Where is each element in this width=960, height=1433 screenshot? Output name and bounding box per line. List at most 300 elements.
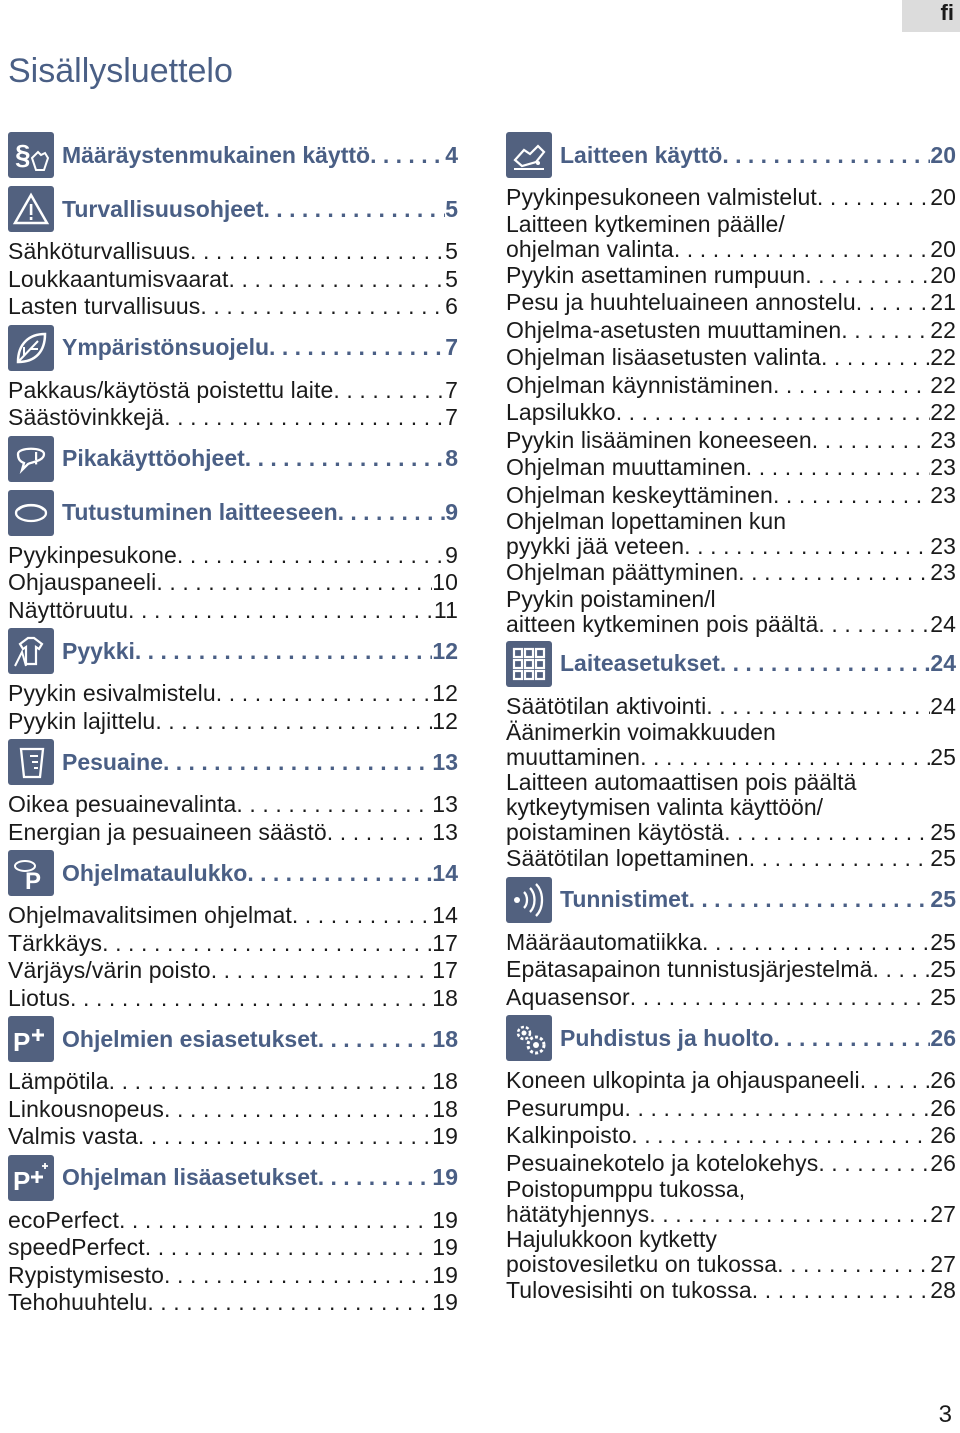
section-title-label: Määräystenmukainen käyttö xyxy=(62,141,371,168)
toc-entry[interactable] xyxy=(8,404,458,432)
toc-entry-label: Ohjelman keskeyttäminen xyxy=(506,481,773,508)
toc-entry-page: 22 xyxy=(930,371,956,398)
toc-entry-line: Äänimerkin voimakkuuden xyxy=(506,719,776,745)
dot-leader xyxy=(128,597,434,625)
section-page: 8 xyxy=(445,445,458,471)
section-title xyxy=(62,1026,458,1053)
toc-entry[interactable] xyxy=(8,1123,458,1151)
toc-entry[interactable] xyxy=(8,569,458,597)
svg-text:P: P xyxy=(13,1165,31,1196)
toc-entry[interactable] xyxy=(506,845,956,873)
section-page: 26 xyxy=(930,1024,956,1051)
toc-entry-multiline[interactable] xyxy=(506,212,956,262)
toc-entry-label: Pesuainekotelo ja kotelokehys xyxy=(506,1149,819,1176)
toc-entry-label: Pyykin esivalmistelu xyxy=(8,680,216,706)
machine-use-icon xyxy=(506,132,552,178)
dot-leader xyxy=(190,238,445,266)
dot-leader xyxy=(689,886,931,913)
page-title: Sisällysluettelo xyxy=(8,52,233,90)
dot-leader xyxy=(338,499,446,526)
section-title-label: Laiteasetukset xyxy=(560,650,720,676)
toc-entry-label: ohjelman valinta xyxy=(506,236,674,262)
toc-entry-label: Ohjelman käynnistäminen xyxy=(506,371,773,398)
toc-entry[interactable] xyxy=(8,957,458,985)
toc-entry[interactable] xyxy=(506,454,956,482)
section-page: 12 xyxy=(432,637,458,664)
toc-entry-label: Valmis vasta xyxy=(8,1123,138,1149)
toc-section-heading[interactable] xyxy=(506,875,956,925)
toc-entry-label: Loukkaantumisvaarat xyxy=(8,265,229,292)
dot-leader xyxy=(177,542,445,570)
dot-leader xyxy=(70,985,432,1013)
dot-leader xyxy=(318,1164,433,1191)
toc-section-heading[interactable] xyxy=(8,434,458,484)
dot-leader xyxy=(773,372,930,400)
warning-triangle-icon xyxy=(8,186,54,232)
leaf-icon xyxy=(8,325,54,371)
section-title-label: Pesuaine xyxy=(62,748,163,775)
dot-leader xyxy=(749,845,931,873)
quick-guide-icon xyxy=(8,436,54,482)
toc-entry-page: 20 xyxy=(930,236,956,262)
toc-entry[interactable] xyxy=(506,344,956,372)
dot-leader xyxy=(625,1095,931,1123)
section-title-label: Pikakäyttöohjeet xyxy=(62,445,245,471)
toc-entry-page: 27 xyxy=(930,1202,956,1227)
toc-entry[interactable] xyxy=(8,1207,458,1235)
toc-left-column xyxy=(8,128,458,1317)
toc-entry-page: 10 xyxy=(432,569,458,595)
toc-entry-label: Ohjelman muuttaminen xyxy=(506,454,746,480)
toc-entry-label: pyykki jää veteen xyxy=(506,534,685,559)
toc-entry-page: 17 xyxy=(432,929,458,956)
toc-entry-page: 23 xyxy=(930,534,956,559)
dot-leader xyxy=(109,1068,433,1096)
dot-leader xyxy=(616,399,931,427)
sensor-icon xyxy=(506,877,552,923)
dot-leader xyxy=(706,693,930,721)
toc-entry-multiline[interactable] xyxy=(506,509,956,559)
section-page: 20 xyxy=(930,141,956,168)
section-title-label: Tunnistimet xyxy=(560,886,689,912)
toc-entry-page: 25 xyxy=(930,745,956,770)
section-title-label: Laitteen käyttö xyxy=(560,141,723,168)
hand-rules-icon xyxy=(8,132,54,178)
toc-entry-label: ecoPerfect xyxy=(8,1206,119,1233)
toc-entry[interactable] xyxy=(8,377,458,405)
toc-entry-page: 23 xyxy=(930,454,956,480)
toc-entry-page: 22 xyxy=(930,344,956,370)
toc-entry[interactable] xyxy=(8,1234,458,1262)
section-title xyxy=(560,1025,956,1052)
toc-entry[interactable] xyxy=(506,427,956,455)
toc-entry-label: Värjäys/värin poisto xyxy=(8,957,211,983)
toc-entry[interactable] xyxy=(506,289,956,317)
toc-entry-page: 22 xyxy=(930,399,956,425)
dot-leader xyxy=(752,1277,930,1305)
section-page: 25 xyxy=(930,886,956,912)
toc-entry-page: 27 xyxy=(930,1252,956,1277)
toc-entry-page: 26 xyxy=(930,1122,956,1148)
dot-leader xyxy=(722,142,930,169)
toc-entry[interactable] xyxy=(8,597,458,625)
dot-leader xyxy=(229,266,446,294)
toc-entry[interactable] xyxy=(8,293,458,321)
toc-entry[interactable] xyxy=(506,929,956,957)
dot-leader xyxy=(860,1067,931,1095)
dot-leader xyxy=(805,262,930,290)
section-title xyxy=(62,638,458,665)
toc-entry-page: 25 xyxy=(930,820,956,845)
dot-leader xyxy=(135,638,433,665)
dot-leader xyxy=(640,745,930,770)
language-tab: fi xyxy=(902,0,960,32)
section-title-label: Ohjelmataulukko xyxy=(62,859,248,886)
dot-leader xyxy=(102,930,432,958)
dot-leader xyxy=(370,142,445,169)
toc-entry-page: 12 xyxy=(432,707,458,734)
toc-entry-page: 19 xyxy=(432,1234,458,1260)
toc-entry[interactable] xyxy=(506,1150,956,1178)
toc-entry[interactable] xyxy=(506,262,956,290)
toc-entry-page: 20 xyxy=(930,184,956,210)
toc-entry-multiline[interactable] xyxy=(506,720,956,770)
toc-entry-label: Pakkaus/käytöstä poistettu laite xyxy=(8,376,334,403)
dot-leader xyxy=(724,820,930,845)
toc-entry-page: 25 xyxy=(930,845,956,871)
toc-entry-page: 5 xyxy=(445,238,458,264)
toc-entry[interactable] xyxy=(506,1277,956,1305)
dot-leader xyxy=(777,1252,930,1277)
toc-entry-page: 25 xyxy=(930,956,956,982)
section-title xyxy=(62,196,458,223)
toc-entry-page: 6 xyxy=(445,293,458,319)
dot-leader xyxy=(817,184,930,212)
toc-entry-page: 28 xyxy=(930,1277,956,1303)
dot-leader xyxy=(155,708,432,736)
toc-entry-page: 18 xyxy=(432,1068,458,1094)
dot-leader xyxy=(702,929,930,957)
dot-leader xyxy=(720,650,931,677)
toc-entry-page: 26 xyxy=(930,1094,956,1121)
toc-entry-page: 18 xyxy=(432,984,458,1011)
toc-entry-page: 23 xyxy=(930,481,956,508)
toc-entry[interactable] xyxy=(8,1289,458,1317)
toc-entry-label: Koneen ulkopinta ja ohjauspaneeli xyxy=(506,1067,860,1093)
dot-leader xyxy=(318,1026,433,1053)
toc-entry-page: 25 xyxy=(930,928,956,955)
toc-entry-label: Määräautomatiikka xyxy=(506,928,703,955)
section-title xyxy=(62,860,458,887)
section-title-label: Ympäristönsuojelu xyxy=(62,334,270,360)
toc-entry-label: aitteen kytkeminen pois päältä xyxy=(506,611,819,637)
detergent-icon xyxy=(8,739,54,785)
toc-entry[interactable] xyxy=(506,372,956,400)
toc-section-heading[interactable] xyxy=(506,1013,956,1063)
toc-entry-page: 19 xyxy=(432,1261,458,1288)
toc-entry[interactable] xyxy=(506,1252,956,1277)
toc-entry-label: muuttaminen xyxy=(506,745,641,770)
toc-entry[interactable] xyxy=(506,1122,956,1150)
toc-entry-label: Linkousnopeus xyxy=(8,1095,165,1122)
section-title xyxy=(560,886,956,913)
toc-entry[interactable] xyxy=(8,1068,458,1096)
toc-entry[interactable] xyxy=(506,237,956,262)
toc-entry-page: 19 xyxy=(432,1206,458,1233)
toc-entry[interactable] xyxy=(506,482,956,510)
toc-entry[interactable] xyxy=(506,559,956,587)
toc-entry[interactable] xyxy=(506,745,956,770)
section-title xyxy=(62,142,458,169)
program-presets-icon xyxy=(8,1016,54,1062)
toc-section-heading[interactable] xyxy=(8,848,458,898)
section-title xyxy=(62,445,458,472)
toc-entry[interactable] xyxy=(506,693,956,721)
toc-entry-label: Sähköturvallisuus xyxy=(8,238,190,264)
toc-entry[interactable] xyxy=(8,902,458,930)
toc-entry-page: 17 xyxy=(432,957,458,983)
toc-entry-label: Lasten turvallisuus xyxy=(8,293,201,319)
toc-entry[interactable] xyxy=(8,1262,458,1290)
laundry-icon xyxy=(8,628,54,674)
toc-entry-page: 26 xyxy=(930,1067,956,1093)
toc-entry-label: Tulovesisihti on tukossa xyxy=(506,1277,752,1303)
toc-entry[interactable] xyxy=(506,534,956,559)
dot-leader xyxy=(145,1234,432,1262)
section-title-label: Tutustuminen laitteeseen xyxy=(62,499,338,525)
section-title-label: Puhdistus ja huolto xyxy=(560,1024,774,1051)
toc-entry[interactable] xyxy=(506,820,956,845)
toc-entry-label: Ohjelma-asetusten muuttaminen xyxy=(506,316,842,343)
toc-entry-label: Lapsilukko xyxy=(506,399,616,425)
toc-entry-page: 23 xyxy=(930,426,956,453)
toc-section-heading[interactable] xyxy=(8,323,458,373)
svg-text:P: P xyxy=(13,1027,31,1057)
dot-leader xyxy=(738,559,930,587)
toc-entry-label: Säätötilan aktivointi xyxy=(506,692,707,719)
toc-entry[interactable] xyxy=(506,956,956,984)
toc-entry-label: Lämpötila xyxy=(8,1068,109,1094)
section-page: 9 xyxy=(445,499,458,525)
section-title xyxy=(560,650,956,677)
settings-grid-icon xyxy=(506,641,552,687)
program-options-icon xyxy=(8,1155,54,1201)
toc-entry[interactable] xyxy=(8,542,458,570)
section-title xyxy=(62,1164,458,1191)
toc-entry-multiline[interactable] xyxy=(506,1227,956,1277)
section-page: 24 xyxy=(930,650,956,676)
toc-entry-page: 11 xyxy=(433,596,458,623)
section-title xyxy=(62,499,458,526)
dot-leader xyxy=(818,612,930,637)
svg-text:§: § xyxy=(15,139,31,170)
page-number: 3 xyxy=(938,1401,952,1428)
toc-entry-page: 24 xyxy=(930,611,956,637)
toc-entry-multiline[interactable] xyxy=(506,770,956,845)
toc-entry-page: 13 xyxy=(432,818,458,845)
toc-entry[interactable] xyxy=(506,317,956,345)
toc-entry-page: 19 xyxy=(432,1123,458,1149)
toc-entry-label: Pesu ja huuhteluaineen annostelu xyxy=(506,289,856,315)
toc-entry-label: Kalkinpoisto xyxy=(506,1122,632,1148)
section-page: 5 xyxy=(445,195,458,222)
section-page: 14 xyxy=(432,859,458,886)
dot-leader xyxy=(333,377,445,405)
toc-entry-label: Energian ja pesuaineen säästö xyxy=(8,818,327,845)
toc-section-heading[interactable] xyxy=(8,130,458,180)
dot-leader xyxy=(156,569,432,597)
toc-entry-page: 18 xyxy=(432,1095,458,1122)
svg-text:P: P xyxy=(25,868,42,892)
toc-entry[interactable] xyxy=(506,1202,956,1227)
toc-entry-label: poistaminen käytöstä xyxy=(506,820,725,845)
dot-leader xyxy=(821,344,930,372)
dot-leader xyxy=(216,680,432,708)
toc-entry-label: Rypistymisesto xyxy=(8,1261,165,1288)
toc-entry-label: Tehohuuhtelu xyxy=(8,1289,148,1315)
toc-entry-page: 7 xyxy=(445,376,458,403)
dot-leader xyxy=(773,482,930,510)
toc-entry-page: 26 xyxy=(930,1149,956,1176)
dot-leader xyxy=(138,1123,432,1151)
dot-leader xyxy=(841,317,930,345)
toc-entry-label: poistovesiletku on tukossa xyxy=(506,1252,778,1277)
toc-entry-multiline[interactable] xyxy=(506,1177,956,1227)
section-title-label: Pyykki xyxy=(62,637,135,664)
toc-entry-label: hätätyhjennys xyxy=(506,1202,650,1227)
dot-leader xyxy=(746,454,930,482)
toc-entry-label: Tärkkäys xyxy=(8,929,103,956)
dot-leader xyxy=(164,1096,432,1124)
toc-section-heading[interactable] xyxy=(8,626,458,676)
toc-entry[interactable] xyxy=(8,266,458,294)
toc-entry-multiline[interactable] xyxy=(506,587,956,637)
toc-entry-page: 13 xyxy=(432,791,458,817)
dot-leader xyxy=(773,1025,930,1052)
toc-entry[interactable] xyxy=(506,184,956,212)
toc-section-heading[interactable] xyxy=(506,130,956,180)
toc-entry-page: 19 xyxy=(432,1289,458,1315)
dot-leader xyxy=(247,860,432,887)
program-table-icon xyxy=(8,850,54,896)
toc-section-heading[interactable] xyxy=(506,639,956,689)
toc-section-heading[interactable] xyxy=(8,1014,458,1064)
toc-entry[interactable] xyxy=(8,680,458,708)
toc-entry-page: 9 xyxy=(445,541,458,568)
toc-section-heading[interactable] xyxy=(8,1153,458,1203)
toc-entry-label: Ohjelman päättyminen xyxy=(506,559,739,585)
dot-leader xyxy=(211,957,433,985)
toc-entry-label: Pyykinpesukoneen valmistelut xyxy=(506,184,817,210)
toc-entry-label: Pyykin lisääminen koneeseen xyxy=(506,426,812,453)
toc-entry[interactable] xyxy=(506,612,956,637)
dot-leader xyxy=(812,427,930,455)
toc-entry-label: Säätötilan lopettaminen xyxy=(506,845,749,871)
section-title-label: Ohjelman lisäasetukset xyxy=(62,1164,318,1190)
toc-entry-label: Näyttöruutu xyxy=(8,596,128,623)
dot-leader xyxy=(649,1202,930,1227)
toc-entry-line: kytkeytymisen valinta käyttöön/ xyxy=(506,794,824,820)
dot-leader xyxy=(674,237,930,262)
toc-entry-label: Pyykin asettaminen rumpuun xyxy=(506,261,806,288)
toc-entry-label: Pyykin lajittelu xyxy=(8,707,156,734)
toc-entry-line: Poistopumppu tukossa, xyxy=(506,1176,746,1202)
toc-entry-label: Pyykinpesukone xyxy=(8,541,177,568)
section-page: 13 xyxy=(432,748,458,775)
toc-entry[interactable] xyxy=(8,1096,458,1124)
dot-leader xyxy=(630,984,930,1012)
section-page: 19 xyxy=(432,1164,458,1190)
gears-icon xyxy=(506,1015,552,1061)
toc-entry-label: Ohjauspaneeli xyxy=(8,569,157,595)
toc-entry-page: 12 xyxy=(432,680,458,706)
dot-leader xyxy=(327,819,432,847)
toc-entry-line: Hajulukkoon kytketty xyxy=(506,1226,717,1252)
toc-entry-label: Pesurumpu xyxy=(506,1094,625,1121)
section-page: 4 xyxy=(445,141,458,168)
toc-entry-label: Aquasensor xyxy=(506,983,630,1010)
dot-leader xyxy=(164,404,445,432)
dot-leader xyxy=(147,1289,432,1317)
toc-entry-label: Liotus xyxy=(8,984,70,1011)
section-title xyxy=(62,334,458,361)
dot-leader xyxy=(264,196,446,223)
toc-entry-page: 23 xyxy=(930,559,956,585)
toc-entry-label: Oikea pesuainevalinta xyxy=(8,791,237,817)
toc-right-column xyxy=(506,128,956,1305)
toc-entry[interactable] xyxy=(8,238,458,266)
section-title xyxy=(62,749,458,776)
toc-entry-line: Pyykin poistaminen/l xyxy=(506,585,716,612)
toc-entry[interactable] xyxy=(8,819,458,847)
toc-section-heading[interactable] xyxy=(8,184,458,234)
section-title-label: Ohjelmien esiasetukset xyxy=(62,1025,318,1052)
section-page: 18 xyxy=(432,1025,458,1052)
toc-entry-label: Säästövinkkejä xyxy=(8,404,165,430)
toc-section-heading[interactable] xyxy=(8,737,458,787)
eye-icon xyxy=(8,490,54,536)
dot-leader xyxy=(200,293,445,321)
section-title xyxy=(560,142,956,169)
toc-entry-page: 24 xyxy=(930,692,956,719)
toc-entry[interactable] xyxy=(8,708,458,736)
dot-leader xyxy=(245,445,445,472)
toc-entry-line: Laitteen automaattisen pois päältä xyxy=(506,769,857,795)
toc-section-heading[interactable] xyxy=(8,488,458,538)
toc-entry-label: Epätasapainon tunnistusjärjestelmä xyxy=(506,956,873,982)
toc-entry-page: 21 xyxy=(930,289,956,315)
toc-entry-label: Ohjelman lisäasetusten valinta xyxy=(506,344,821,370)
dot-leader xyxy=(292,902,432,930)
dot-leader xyxy=(269,334,445,361)
toc-entry-page: 22 xyxy=(930,316,956,343)
dot-leader xyxy=(684,534,930,559)
dot-leader xyxy=(631,1122,930,1150)
toc-entry[interactable] xyxy=(506,1095,956,1123)
toc-entry[interactable] xyxy=(506,1067,956,1095)
dot-leader xyxy=(163,749,432,776)
toc-entry[interactable] xyxy=(8,985,458,1013)
dot-leader xyxy=(236,791,432,819)
toc-entry[interactable] xyxy=(8,791,458,819)
toc-entry[interactable] xyxy=(8,930,458,958)
toc-entry-line: Laitteen kytkeminen päälle/ xyxy=(506,210,785,237)
toc-entry-label: speedPerfect xyxy=(8,1234,145,1260)
toc-entry-page: 5 xyxy=(445,265,458,292)
toc-entry-label: Ohjelmavalitsimen ohjelmat xyxy=(8,902,292,928)
toc-entry[interactable] xyxy=(506,984,956,1012)
toc-entry[interactable] xyxy=(506,399,956,427)
